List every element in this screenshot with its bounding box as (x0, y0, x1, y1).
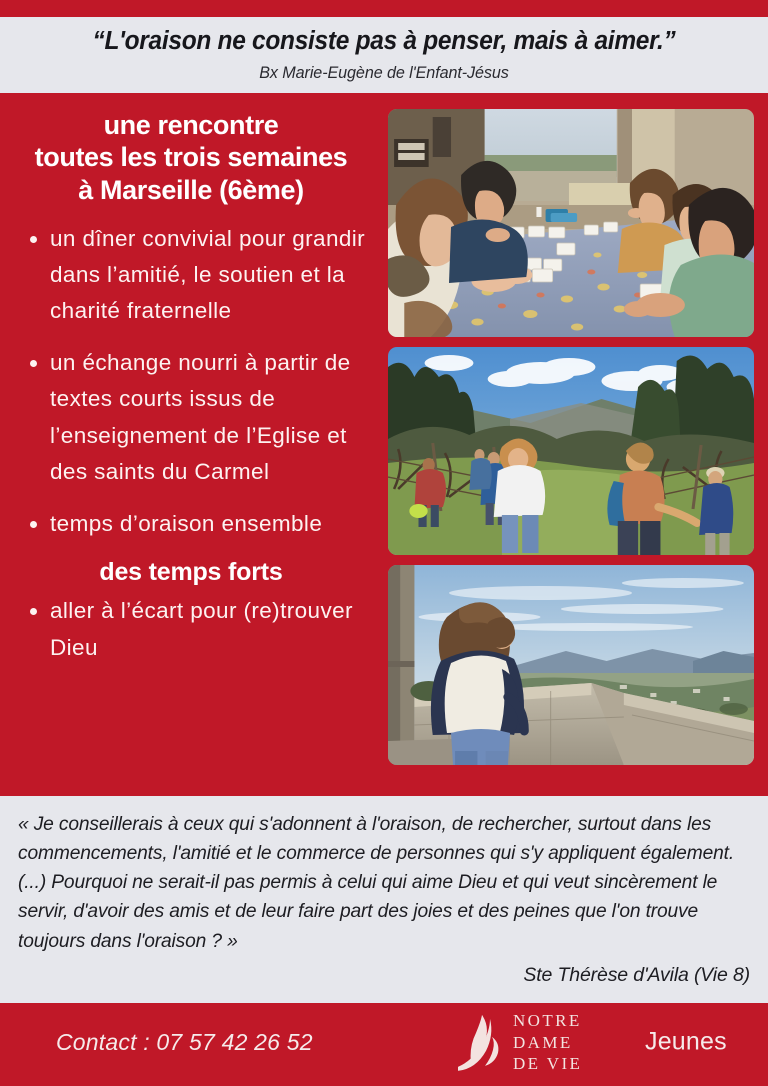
list-item: un échange nourri à partir de textes courts issus de l’enseignement de l’Eglise et des saints du Carmel (8, 345, 374, 491)
list-item: aller à l’écart pour (re)trouver Dieu (8, 593, 374, 666)
temps-forts-list (8, 593, 374, 666)
main-content (0, 93, 768, 796)
flame-figure-icon (452, 1013, 508, 1071)
testimony-quote-text: « Je conseillerais à ceux qui s'adonnent à l'oraison, de rechercher, surtout dans les commencements, l'amitié et le commerce de personnes qui s'y appliquent également. (...) Pourquoi ne serait-il pas permis à celui qui aime Dieu et qui veut sincèrement le servir, d'avoir des amis et de leur faire part des joies et des peines que l'on trouve toujours dans l'oraison ? » (18, 812, 735, 952)
header-quote-band (0, 17, 768, 93)
activities-list (8, 221, 374, 543)
footer-bar (0, 1003, 768, 1082)
top-red-bar (0, 0, 768, 17)
section-title-temps-forts: des temps forts (99, 558, 283, 587)
page-title-line-2: toutes les trois semaines (34, 142, 348, 173)
page-title-line-3: à Marseille (6ème) (78, 174, 304, 205)
photo-column (382, 93, 768, 796)
photo-dinner-game-table (388, 109, 754, 337)
left-text-column (0, 93, 382, 796)
page-title (8, 109, 374, 207)
brand-logo (452, 1010, 582, 1074)
brand-line-1: NOTRE (513, 1010, 582, 1030)
header-quote-author: Bx Marie-Eugène de l'Enfant-Jésus (259, 62, 509, 82)
brand-line-3: DE VIE (513, 1053, 583, 1073)
photo-terrace-view (388, 565, 754, 765)
photo-vineyard-work (388, 347, 754, 555)
brand-suffix-jeunes: Jeunes (645, 1027, 727, 1056)
page-title-line-1: une rencontre (103, 109, 279, 140)
header-quote-text: “L'oraison ne consiste pas à penser, mais à aimer.” (92, 27, 676, 55)
contact-info[interactable]: Contact : 07 57 42 26 52 (56, 1028, 313, 1055)
list-item: temps d’oraison ensemble (8, 506, 374, 542)
testimony-quote-band (0, 796, 768, 1003)
list-item: un dîner convivial pour grandir dans l’amitié, le soutien et la charité fraternelle (8, 221, 374, 330)
testimony-quote-attribution: Ste Thérèse d'Avila (Vie 8) (523, 963, 750, 986)
brand-line-2: DAME (513, 1032, 573, 1052)
brand-wordmark (513, 1010, 582, 1074)
